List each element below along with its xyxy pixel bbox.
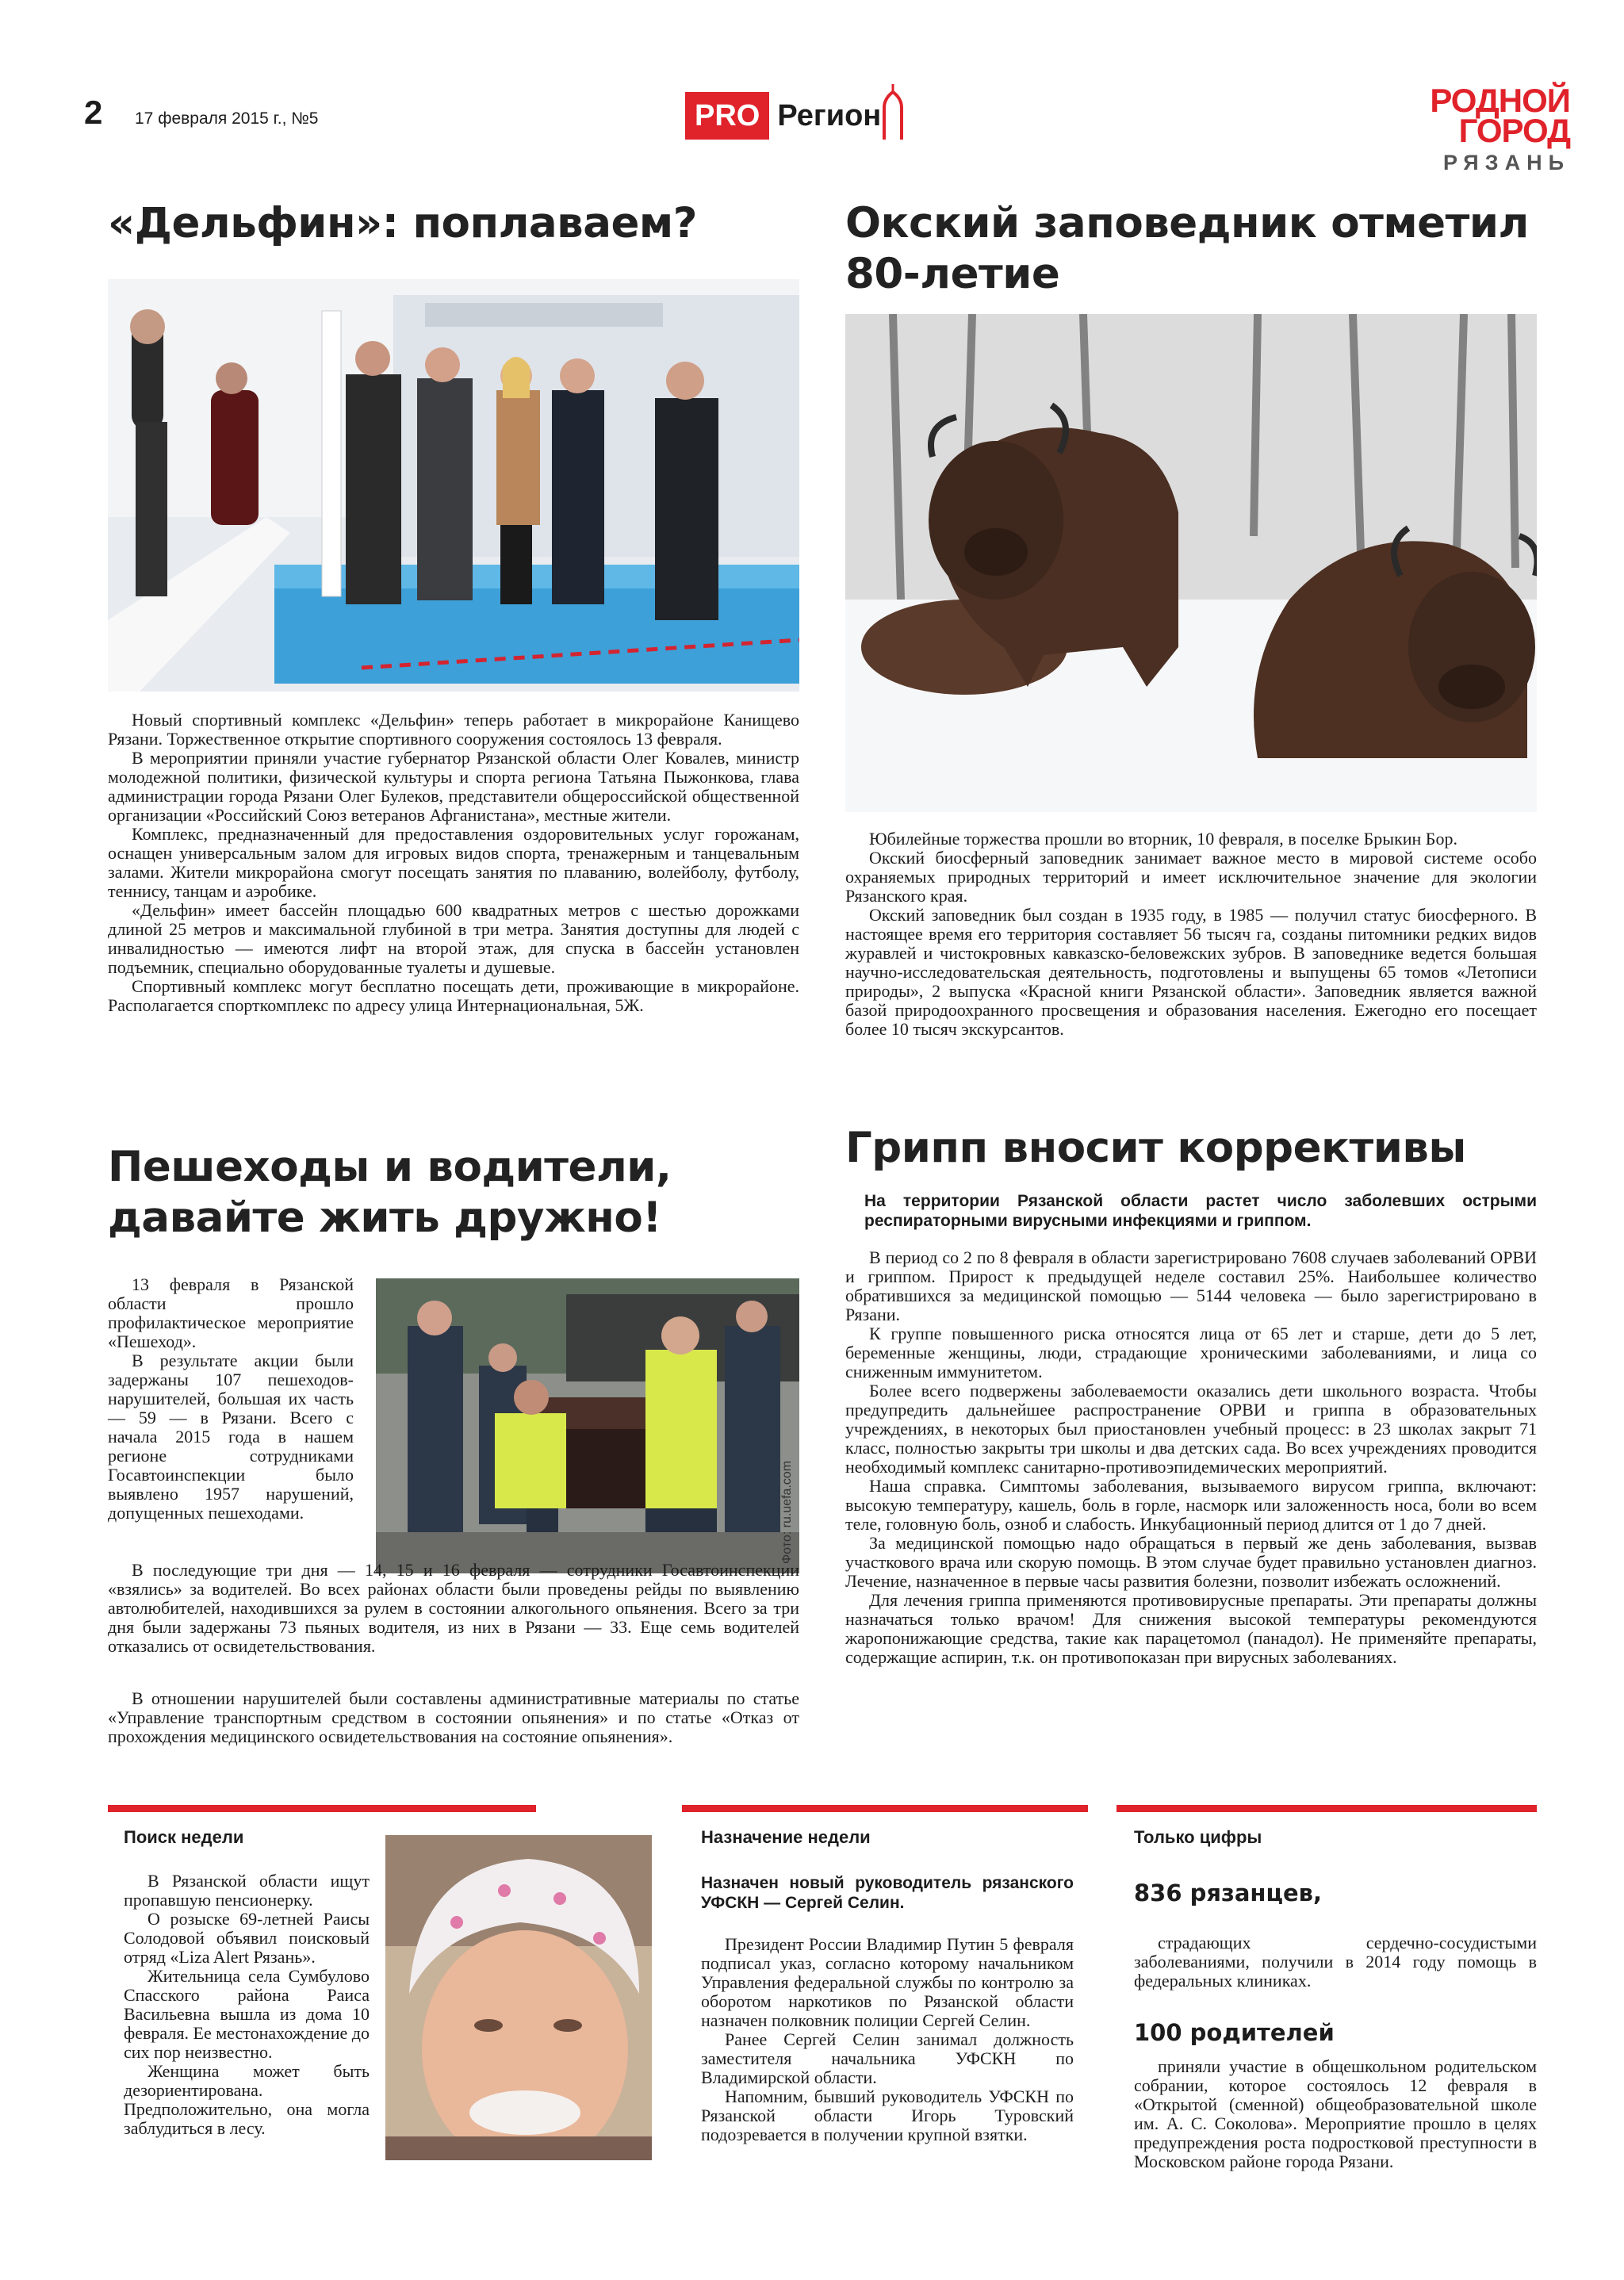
pedestrians-paragraph: В отношении нарушителей были составлены административные материалы по статье «Управление транспортным средством в состоянии опьянения» и по статье «Отказ от прохождения медицинского освидетельствования на состояние опьянения». <box>108 1688 799 1746</box>
flu-lead: На территории Рязанской области растет число заболевших острыми респираторными вирусными инфекциями и гриппом. <box>864 1192 1537 1230</box>
flu-body <box>845 1248 1537 1667</box>
oka-headline-line1: Окский заповедник отметил <box>845 199 1529 247</box>
newspaper-brand <box>1402 82 1570 175</box>
numbers-fact1-text: страдающих сердечно-сосудистыми заболеваниями, получили в 2014 году помощь в федеральных клиниках. <box>1134 1933 1537 1991</box>
delfin-paragraph: Новый спортивный комплекс «Дельфин» теперь работает в микрорайоне Канищево Рязани. Торжественное открытие спортивного сооружения состоялось 13 февраля. <box>108 710 799 749</box>
numbers-fact2-title: 100 родителей <box>1134 2019 1335 2046</box>
pedestrians-body-narrow <box>108 1275 354 1523</box>
traffic-police-photo <box>376 1278 799 1573</box>
pedestrians-headline-line2: давайте жить дружно! <box>108 1194 661 1242</box>
kremlin-dome-icon <box>881 92 903 140</box>
section-logo <box>685 92 903 140</box>
flu-paragraph: За медицинской помощью надо обращаться в первый же день заболевания, вызвав участкового врача или скорую помощь. В этом случае будет правильно установлен диагноз. Лечение, назначенное в первые часы развития болезни, позволит избежать осложнений. <box>845 1533 1537 1591</box>
delfin-paragraph: В мероприятии приняли участие губернатор Рязанской области Олег Ковалев, министр молодежной политики, физической культуры и спорта региона Татьяна Пыжонкова, глава администрации города Рязани Олег Булеков, представители общероссийской общественной организации «Российский Союз ветеранов Афганистана», местные жители. <box>108 748 799 825</box>
flu-paragraph: В период со 2 по 8 февраля в области зарегистрировано 7608 случаев заболеваний ОРВИ и гриппом. Прирост к предыдущей неделе составил 25%. Наибольшее количество обратившихся за медицинской помощью — 5144 человека — было зарегистрировано в Рязани. <box>845 1247 1537 1324</box>
flu-paragraph: К группе повышенного риска относятся лица от 65 лет и старше, дети до 5 лет, беременные женщины, люди, страдающие хроническими заболеваниями, и лица со сниженным иммунитетом. <box>845 1324 1537 1381</box>
oka-paragraph: Окский заповедник был создан в 1935 году, в 1985 — получил статус биосферного. В настоящее время его территория составляет 56 тысяч га, созданы питомники редких видов журавлей и чистокровных кавказско-беловежских зубров. В заповеднике ведется большая научно-исследовательская деятельность, подготовлены и выпущены 65 томов «Летописи природы», 2 выпуска «Красной книги Рязанской области». Заповедник является важной базой природоохранного просвещения и образования населения. Ежегодно его посещает более 10 тысяч экскурсантов. <box>845 905 1537 1039</box>
search-paragraph: Жительница села Сумбулово Спасского района Раиса Васильевна вышла из дома 10 февраля. Ее местонахождение до сих пор неизвестно. <box>124 1966 370 2062</box>
section-divider <box>108 1805 536 1812</box>
appointment-paragraph: Напомним, бывший руководитель УФСКН по Рязанской области Игорь Туровский подозревается в получении крупной взятки. <box>701 2086 1074 2144</box>
delfin-paragraph: Комплекс, предназначенный для предоставления оздоровительных услуг горожанам, оснащен универсальным залом для игровых видов спорта, тренажерным и танцевальным залами. Жители микрорайона смогут посещать занятия по плаванию, волейболу, футболу, теннису, танцам и аэробике. <box>108 824 799 901</box>
bison-photo <box>845 314 1537 812</box>
pedestrians-headline <box>108 1142 822 1243</box>
pedestrians-paragraph: В результате акции были задержаны 107 пешеходов-нарушителей, большая их часть — 59 — в Рязани. Всего с начала 2015 года в нашем регионе сотрудниками Госавтоинспекции было выявлено 1957 нарушений, допущенных пешеходами. <box>108 1351 354 1523</box>
numbers-fact2-body <box>1134 2057 1537 2171</box>
search-body <box>124 1872 370 2138</box>
oka-paragraph: Окский биосферный заповедник занимает важное место в мировой системе особо охраняемых природных территорий и имеет исключительное значение для экологии Рязанского края. <box>845 848 1537 906</box>
pedestrians-split-paragraph <box>108 1560 799 1656</box>
oka-paragraph: Юбилейные торжества прошли во вторник, 10 февраля, в поселке Брыкин Бор. <box>869 829 1457 849</box>
delfin-body <box>108 711 799 1015</box>
flu-paragraph: Для лечения гриппа применяются противовирусные препараты. Эти препараты должны назначаться только врачом! Для снижения высокой температуры рекомендуются жаропонижающие средства, такие как парацетомол (панадол). Не применяйте препараты, содержащие аспирин, т.к. он противопоказан при вирусных заболеваниях. <box>845 1590 1537 1667</box>
pedestrians-headline-line1: Пешеходы и водители, <box>108 1143 672 1191</box>
appointment-body <box>701 1935 1074 2144</box>
section-divider <box>1116 1805 1537 1812</box>
flu-headline: Грипп вносит коррективы <box>845 1124 1466 1172</box>
oka-body <box>845 830 1537 1039</box>
logo-region: Регион <box>777 98 882 132</box>
appointment-paragraph: Президент России Владимир Путин 5 февраля подписал указ, согласно которому начальником Управления федеральной службы по контролю за оборотом наркотиков по Рязанской области назначен полковник полиции Сергей Селин. <box>701 1934 1074 2030</box>
page-number: 2 <box>84 94 103 131</box>
appointment-paragraph: Ранее Сергей Селин занимал должность заместителя начальника УФСКН по Владимирской области. <box>701 2029 1074 2087</box>
oka-headline-line2: 80-летие <box>845 250 1060 298</box>
numbers-fact1-body <box>1134 1933 1537 1991</box>
brand-line-rodnoy: РОДНОЙ <box>1430 82 1570 119</box>
delfin-paragraph: Спортивный комплекс могут бесплатно посещать дети, проживающие в микрорайоне. Располагается спорткомплекс по адресу улица Интернациональная, 5Ж. <box>108 976 799 1015</box>
numbers-heading: Только цифры <box>1134 1827 1262 1847</box>
search-paragraph: Женщина может быть дезориентирована. Предположительно, она могла заблудиться в лесу. <box>124 2061 370 2138</box>
pedestrians-body-wide <box>108 1689 799 1746</box>
delfin-headline: «Дельфин»: поплаваем? <box>108 199 697 247</box>
appointment-lead: Назначен новый руководитель рязанского УФСКН — Сергей Селин. <box>701 1874 1074 1912</box>
section-divider <box>682 1805 1088 1812</box>
oka-headline <box>845 198 1559 300</box>
photo-credit: Фото: ru.uefa.com <box>780 1460 794 1564</box>
pedestrians-paragraph: В последующие три дня — 14, 15 и 16 февраля — сотрудники Госавтоинспекции «взялись» за водителей. Во всех районах области были проведены рейды по выявлению автолюбителей, находившихся за рулем в состоянии алкогольного опьянения. Всего за три дня были задержаны 73 пьяных водителя, из них в Рязани — 33. Еще семь водителей отказались от освидетельствования. <box>108 1560 799 1656</box>
search-paragraph: О розыске 69-летней Раисы Солодовой объявил поисковый отряд «Liza Alert Рязань». <box>124 1909 370 1967</box>
delfin-photo <box>108 279 799 692</box>
search-paragraph: В Рязанской области ищут пропавшую пенсионерку. <box>124 1871 370 1910</box>
delfin-paragraph: «Дельфин» имеет бассейн площадью 600 квадратных метров с шестью дорожками длиной 25 метров и максимальной глубиной в три метра. Занятия доступны для людей с инвалидностью — имеются лифт на второй этаж, для спуска в бассейн установлен подъемник, специально оборудованные туалеты и душевые. <box>108 900 799 977</box>
brand-city: РЯЗАНЬ <box>1442 151 1570 174</box>
appointment-heading: Назначение недели <box>701 1827 871 1847</box>
issue-date: 17 февраля 2015 г., №5 <box>135 109 319 128</box>
pedestrians-paragraph: 13 февраля в Рязанской области прошло профилактическое мероприятие «Пешеход». <box>108 1274 354 1351</box>
flu-paragraph: Более всего подвержены заболеваемости оказались дети школьного возраста. Чтобы предупредить дальнейшее распространение ОРВИ и гриппа в образовательных учреждениях, в некоторых был приостановлен учебный процесс: в 23 школах закрыт 71 класс, полностью закрыты три школы и два детских сада. Во всех учреждениях проводится необходимый комплекс санитарно-противоэпидемических мероприятий. <box>845 1381 1537 1477</box>
brand-line-gorod: ГОРОД <box>1458 112 1570 149</box>
missing-woman-photo <box>385 1835 652 2160</box>
logo-pro: PRO <box>685 92 769 140</box>
numbers-fact2-text: приняли участие в общешкольном родительском собрании, которое состоялось 12 февраля в «Открытой (сменной) общеобразовательной школе им. А. С. Соколова». Мероприятие прошло в целях предупреждения роста подростковой преступности в Московском районе города Рязани. <box>1134 2056 1537 2171</box>
numbers-fact1-title: 836 рязанцев, <box>1134 1880 1322 1906</box>
flu-paragraph: Наша справка. Симптомы заболевания, вызываемого вирусом гриппа, включают: высокую температуру, кашель, боль в горле, насморк или заложенность носа, боли во всем теле, головную боль, озноб и слабость. Инкубационный период длится от 1 до 7 дней. <box>845 1476 1537 1534</box>
search-heading: Поиск недели <box>124 1827 244 1847</box>
